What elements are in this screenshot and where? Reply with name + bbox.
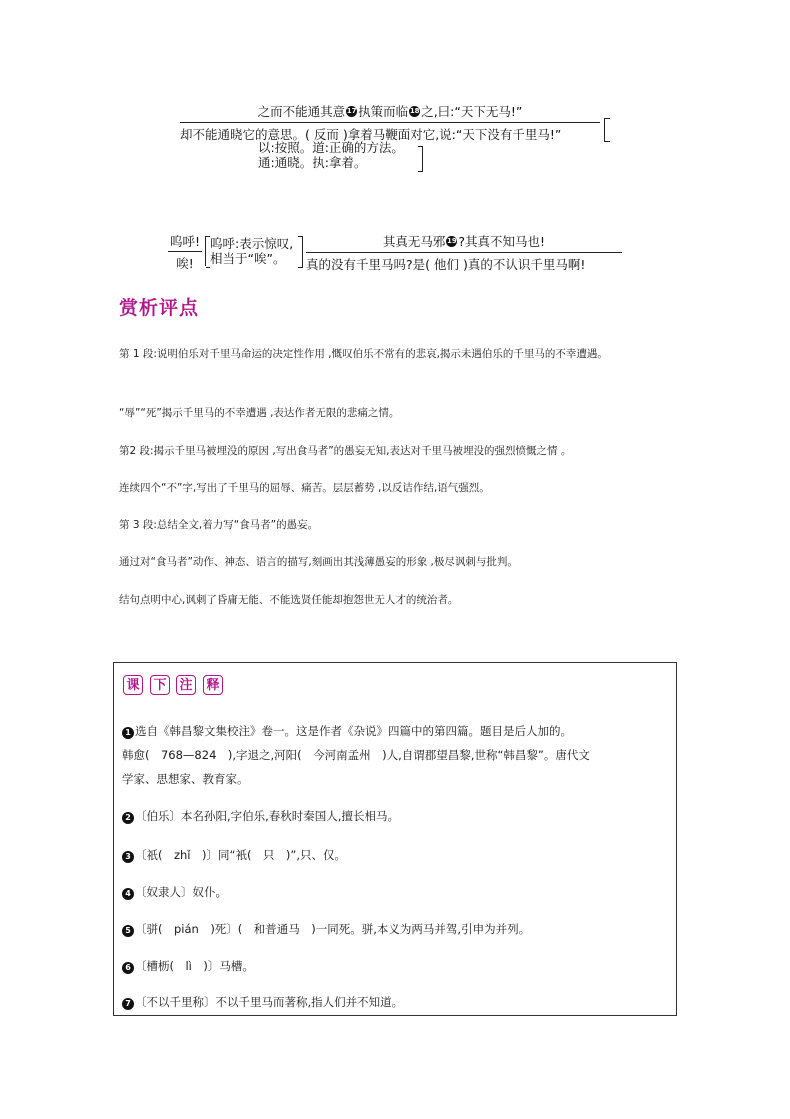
footnote-2 [122, 804, 670, 828]
word-wuhu-translation: 唉! [176, 256, 194, 271]
original-text-1c: 之,曰:“天下无马!” [421, 104, 523, 119]
footnote-number-6: 6 [122, 962, 134, 974]
footnote-3 [122, 843, 670, 867]
footnote-1-line-3: 学家、思想家、教育家。 [122, 772, 249, 786]
footnote-4 [122, 880, 670, 904]
gloss-wuhu [205, 236, 293, 266]
word-gloss-wuhu [168, 232, 202, 272]
notes-tag-char-1: 课 [123, 675, 143, 695]
footnote-number-7: 7 [122, 998, 134, 1010]
gloss-wuhu-line2: 相当于“唉”。 [210, 251, 286, 266]
footnote-number-2: 2 [122, 812, 134, 824]
footnote-number-3: 3 [122, 851, 134, 863]
footnote-7-text: 〔不以千里称〕不以千里马而著称,指人们并不知道。 [135, 995, 404, 1009]
annotated-sentence-1 [180, 102, 610, 170]
appreciation-paragraph-3: 第2 段:揭示千里马被埋没的原因 ,写出食马者”的愚妄无知,表达对千里马被埋没的强烈愤慨之情 。 [119, 445, 572, 457]
notes-tag-char-2: 下 [150, 675, 170, 695]
bracket-right-1 [604, 118, 610, 142]
word-notes-1 [258, 140, 404, 170]
footnote-1-text-1: 选自《韩昌黎文集校注》卷一。这是作者《杂说》四篇中的第四篇。题目是后人加的。 [135, 724, 572, 738]
footnote-1-line-2: 韩愈( 768—824 ),字退之,河阳( 今河南孟州 )人,自谓郡望昌黎,世称“韩昌黎”。唐代文 [122, 748, 590, 762]
appreciation-paragraph-2: “辱”“死”揭示千里马的不幸遭遇 ,表达作者无限的悲痛之情。 [119, 407, 400, 419]
original-text-1a: 之而不能通其意 [257, 104, 346, 119]
notes-tag-char-4: 释 [203, 675, 223, 695]
appreciation-paragraph-6: 通过对“食马者”动作、神态、语言的描写,刻画出其浅薄愚妄的形象 ,极尽讽刺与批判。 [119, 556, 518, 568]
appreciation-paragraph-4: 连续四个“不”字,写出了千里马的屈辱、痛苦。层层蓄势 ,以反诘作结,语气强烈。 [119, 482, 490, 494]
footnote-3-text: 〔祇( zhǐ )〕同“衹( 只 )”,只、仅。 [135, 848, 347, 862]
footnote-1-line-1 [122, 719, 670, 743]
footnote-5-text: 〔骈( pián )死〕( 和普通马 )一同死。骈,本义为两马并驾,引申为并列。 [135, 922, 531, 936]
original-text-2b: ?其真不知马也! [458, 234, 546, 249]
word-wuhu: 呜呼! [168, 232, 202, 252]
footnote-5 [122, 917, 670, 941]
footnote-1 [122, 719, 670, 791]
annotated-sentence-2 [306, 232, 622, 273]
appreciation-paragraph-7: 结句点明中心,讽刺了昏庸无能、不能选贤任能却抱怨世无人才的统治者。 [119, 594, 459, 606]
footnote-number-1: 1 [122, 727, 134, 739]
footnote-marker-18: 18 [409, 107, 420, 115]
original-text-2a: 其真无马邪 [382, 234, 446, 249]
original-text-1 [180, 102, 600, 123]
footnote-number-5: 5 [122, 925, 134, 937]
bracket-right-2 [418, 146, 423, 172]
footnote-4-text: 〔奴隶人〕奴仆。 [135, 885, 227, 899]
notes-tag-char-3: 注 [176, 675, 196, 695]
original-text-1b: 执策而临 [358, 104, 409, 119]
word-note-yi: 以:按照。道:正确的方法。 [258, 140, 404, 155]
appreciation-paragraph-1: 第 1 段:说明伯乐对千里马命运的决定性作用 ,慨叹伯乐不常有的悲哀,揭示未遇伯乐的千里马的不幸遭遇。 [119, 348, 608, 360]
footnote-7 [122, 990, 670, 1014]
word-note-tong: 通:通晓。执:拿着。 [258, 155, 367, 170]
footnote-6-text: 〔槽枥( lì )〕马槽。 [135, 959, 254, 973]
translation-text-2: 真的没有千里马吗?是( 他们 )真的不认识千里马啊! [306, 257, 586, 272]
section-title-appreciation: 赏析评点 [119, 297, 200, 319]
original-text-2 [306, 232, 622, 253]
appreciation-paragraph-5: 第 3 段:总结全文,着力写“食马者”的愚妄。 [119, 519, 319, 531]
translation-text-1: 却不能通晓它的意思。( 反而 )拿着马鞭面对它,说:“天下没有千里马!” [180, 127, 562, 142]
footnote-6 [122, 954, 670, 978]
footnote-number-4: 4 [122, 888, 134, 900]
footnote-2-text: 〔伯乐〕本名孙阳,字伯乐,春秋时秦国人,擅长相马。 [135, 809, 399, 823]
bracket-right-3 [298, 236, 303, 268]
footnote-marker-19: 19 [447, 237, 457, 245]
footnote-marker-17: 17 [346, 107, 357, 115]
footnotes-box [113, 662, 677, 1016]
gloss-wuhu-line1: 呜呼:表示惊叹, [210, 236, 294, 251]
